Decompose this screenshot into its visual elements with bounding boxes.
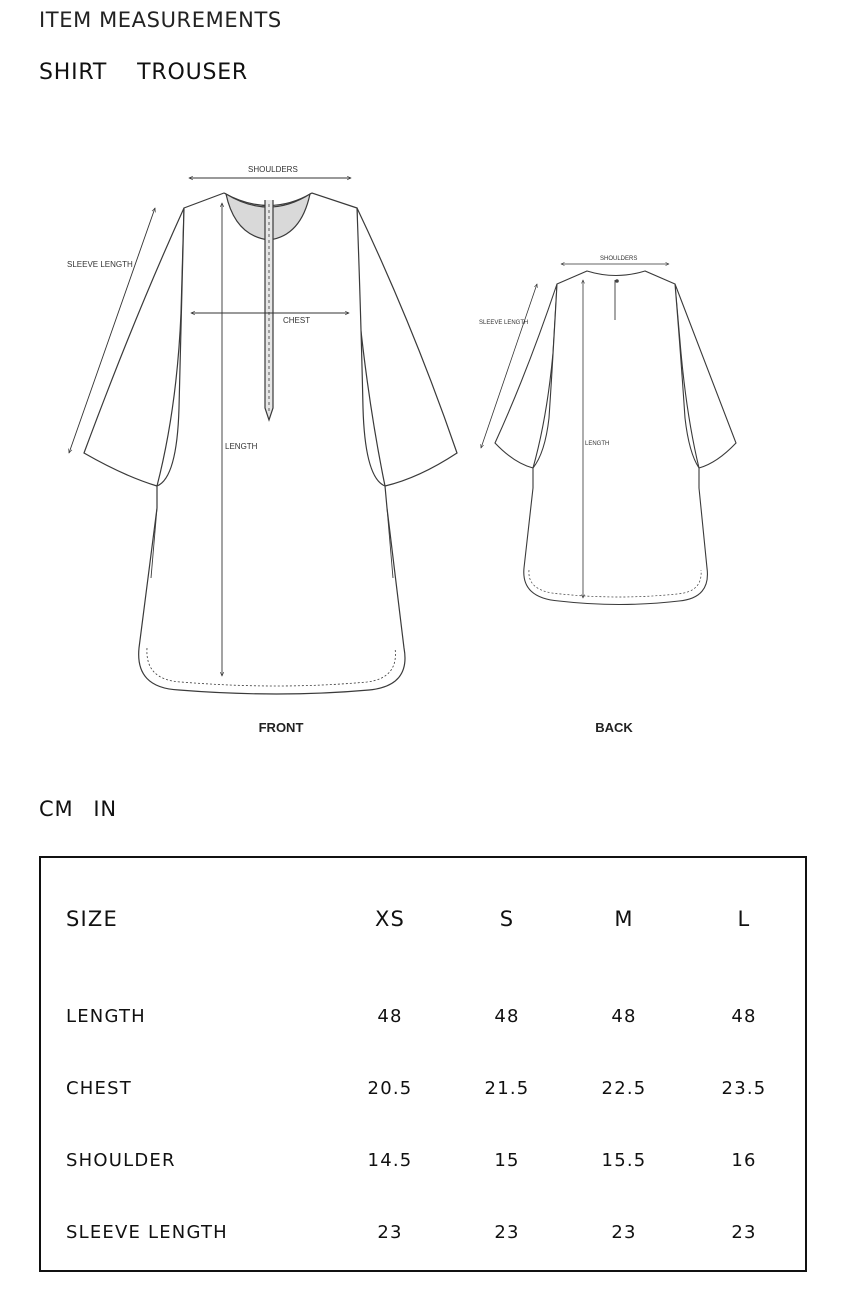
- unit-cm[interactable]: CM: [39, 797, 74, 821]
- front-chest-label: CHEST: [283, 316, 311, 325]
- table-row: [41, 1124, 805, 1196]
- table-cell: 16: [731, 1149, 757, 1171]
- tab-trouser[interactable]: TROUSER: [137, 60, 249, 85]
- row-label: SLEEVE LENGTH: [66, 1221, 228, 1243]
- table-row: [41, 1052, 805, 1124]
- size-table: [41, 858, 805, 1268]
- back-shirt-drawing: [495, 271, 736, 605]
- table-row: [41, 1196, 805, 1268]
- table-cell: 14.5: [367, 1149, 413, 1171]
- table-header-row: [41, 858, 805, 980]
- table-cell: 23: [377, 1221, 403, 1243]
- table-cell: 23: [731, 1221, 757, 1243]
- back-sleeve-length-label: SLEEVE LENGTH: [479, 320, 529, 326]
- table-cell: 48: [377, 1005, 403, 1027]
- size-s-header: S: [499, 907, 515, 931]
- table-cell: 21.5: [484, 1077, 530, 1099]
- unit-in[interactable]: IN: [93, 797, 117, 821]
- table-cell: 22.5: [601, 1077, 647, 1099]
- size-chart: [39, 856, 807, 1272]
- table-cell: 48: [611, 1005, 637, 1027]
- back-length-label: LENGTH: [585, 441, 610, 447]
- tab-shirt[interactable]: SHIRT: [39, 60, 108, 85]
- size-m-header: M: [614, 907, 634, 931]
- row-label: LENGTH: [66, 1005, 146, 1027]
- front-length-label: LENGTH: [225, 442, 258, 451]
- front-shirt-drawing: [84, 193, 457, 694]
- table-cell: 15: [494, 1149, 520, 1171]
- garment-sketch: [39, 108, 784, 768]
- back-shoulders-label: SHOULDERS: [600, 256, 638, 262]
- size-l-header: L: [737, 907, 751, 931]
- back-label: BACK: [595, 720, 633, 735]
- row-label: CHEST: [66, 1077, 132, 1099]
- size-header: SIZE: [66, 907, 118, 931]
- garment-tabs: [39, 60, 248, 85]
- size-xs-header: XS: [374, 907, 406, 931]
- table-cell: 23.5: [721, 1077, 767, 1099]
- table-row: [41, 980, 805, 1052]
- row-label: SHOULDER: [66, 1149, 176, 1171]
- table-cell: 15.5: [601, 1149, 647, 1171]
- table-cell: 48: [494, 1005, 520, 1027]
- page-heading: ITEM MEASUREMENTS: [39, 8, 282, 32]
- table-cell: 23: [494, 1221, 520, 1243]
- table-cell: 20.5: [367, 1077, 413, 1099]
- front-label: FRONT: [258, 720, 304, 735]
- table-cell: 48: [731, 1005, 757, 1027]
- table-cell: 23: [611, 1221, 637, 1243]
- front-shoulders-label: SHOULDERS: [248, 165, 298, 174]
- measurement-diagram: [39, 108, 784, 768]
- unit-toggle: [39, 797, 117, 821]
- front-sleeve-length-label: SLEEVE LENGTH: [67, 260, 133, 269]
